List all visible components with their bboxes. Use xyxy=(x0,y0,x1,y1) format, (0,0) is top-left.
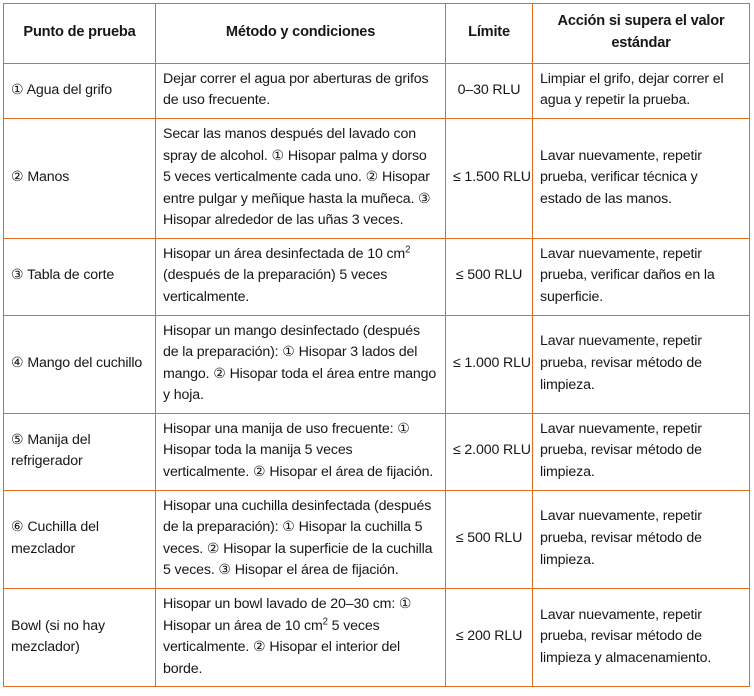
cell-limite: ≤ 1.500 RLU xyxy=(446,118,533,238)
table-row xyxy=(4,413,750,490)
superscript-unit-exponent: 2 xyxy=(322,615,328,627)
table-row xyxy=(4,63,750,118)
column-header-metodo-y-condiciones: Método y condiciones xyxy=(156,4,446,64)
cell-punto-de-prueba: ④ Mango del cuchillo xyxy=(4,315,156,413)
hygiene-test-table xyxy=(3,3,750,687)
cell-accion: Lavar nuevamente, repetir prueba, revisar método de limpieza. xyxy=(533,490,750,588)
column-header-accion-si-supera-el-valor-estandar: Acción si supera el valor estándar xyxy=(533,4,750,64)
superscript-unit-exponent: 2 xyxy=(405,244,411,256)
table-row xyxy=(4,315,750,413)
table-header-row xyxy=(4,4,750,64)
hygiene-test-table-container xyxy=(3,3,749,687)
table-row xyxy=(4,588,750,686)
cell-metodo xyxy=(156,588,446,686)
method-text-before-superscript: Hisopar un bowl lavado de 20–30 cm: ① Hisopar un área de 10 cm xyxy=(163,595,412,634)
cell-metodo: Secar las manos después del lavado con spray de alcohol. ① Hisopar palma y dorso 5 veces verticalmente cada uno. ② Hisopar entre pulgar y meñique hasta la muñeca. ③ Hisopar alrededor de las uñas 3 veces. xyxy=(156,118,446,238)
cell-metodo: Hisopar una manija de uso frecuente: ① Hisopar toda la manija 5 veces verticalmente. ② Hisopar el área de fijación. xyxy=(156,413,446,490)
table-header xyxy=(4,4,750,64)
table-body xyxy=(4,63,750,686)
cell-limite: 0–30 RLU xyxy=(446,63,533,118)
cell-metodo: Hisopar una cuchilla desinfectada (después de la preparación): ① Hisopar la cuchilla 5 veces. ② Hisopar la superficie de la cuchilla 5 veces. ③ Hisopar el área de fijación. xyxy=(156,490,446,588)
cell-limite: ≤ 500 RLU xyxy=(446,238,533,315)
cell-accion: Lavar nuevamente, repetir prueba, verificar técnica y estado de las manos. xyxy=(533,118,750,238)
cell-punto-de-prueba: ⑥ Cuchilla del mezclador xyxy=(4,490,156,588)
cell-limite: ≤ 1.000 RLU xyxy=(446,315,533,413)
cell-limite: ≤ 200 RLU xyxy=(446,588,533,686)
cell-accion: Limpiar el grifo, dejar correr el agua y repetir la prueba. xyxy=(533,63,750,118)
table-row xyxy=(4,238,750,315)
column-header-punto-de-prueba: Punto de prueba xyxy=(4,4,156,64)
cell-accion: Lavar nuevamente, repetir prueba, verificar daños en la superficie. xyxy=(533,238,750,315)
method-text-after-superscript: (después de la preparación) 5 veces verticalmente. xyxy=(163,267,388,305)
cell-accion: Lavar nuevamente, repetir prueba, revisar método de limpieza y almacenamiento. xyxy=(533,588,750,686)
method-text-before-superscript: Hisopar un área desinfectada de 10 cm xyxy=(163,245,406,262)
method-text-after-superscript: 5 veces verticalmente. ② Hisopar el interior del borde. xyxy=(163,617,400,677)
cell-metodo: Dejar correr el agua por aberturas de grifos de uso frecuente. xyxy=(156,63,446,118)
cell-punto-de-prueba: ① Agua del grifo xyxy=(4,63,156,118)
cell-limite: ≤ 2.000 RLU xyxy=(446,413,533,490)
cell-punto-de-prueba: ② Manos xyxy=(4,118,156,238)
table-row xyxy=(4,490,750,588)
cell-punto-de-prueba: Bowl (si no hay mezclador) xyxy=(4,588,156,686)
column-header-limite: Límite xyxy=(446,4,533,64)
cell-limite: ≤ 500 RLU xyxy=(446,490,533,588)
cell-punto-de-prueba: ⑤ Manija del refrigerador xyxy=(4,413,156,490)
cell-metodo xyxy=(156,238,446,315)
cell-punto-de-prueba: ③ Tabla de corte xyxy=(4,238,156,315)
table-row xyxy=(4,118,750,238)
cell-accion: Lavar nuevamente, repetir prueba, revisar método de limpieza. xyxy=(533,315,750,413)
cell-metodo: Hisopar un mango desinfectado (después de la preparación): ① Hisopar 3 lados del mango. ② Hisopar toda el área entre mango y hoja. xyxy=(156,315,446,413)
cell-accion: Lavar nuevamente, repetir prueba, revisar método de limpieza. xyxy=(533,413,750,490)
